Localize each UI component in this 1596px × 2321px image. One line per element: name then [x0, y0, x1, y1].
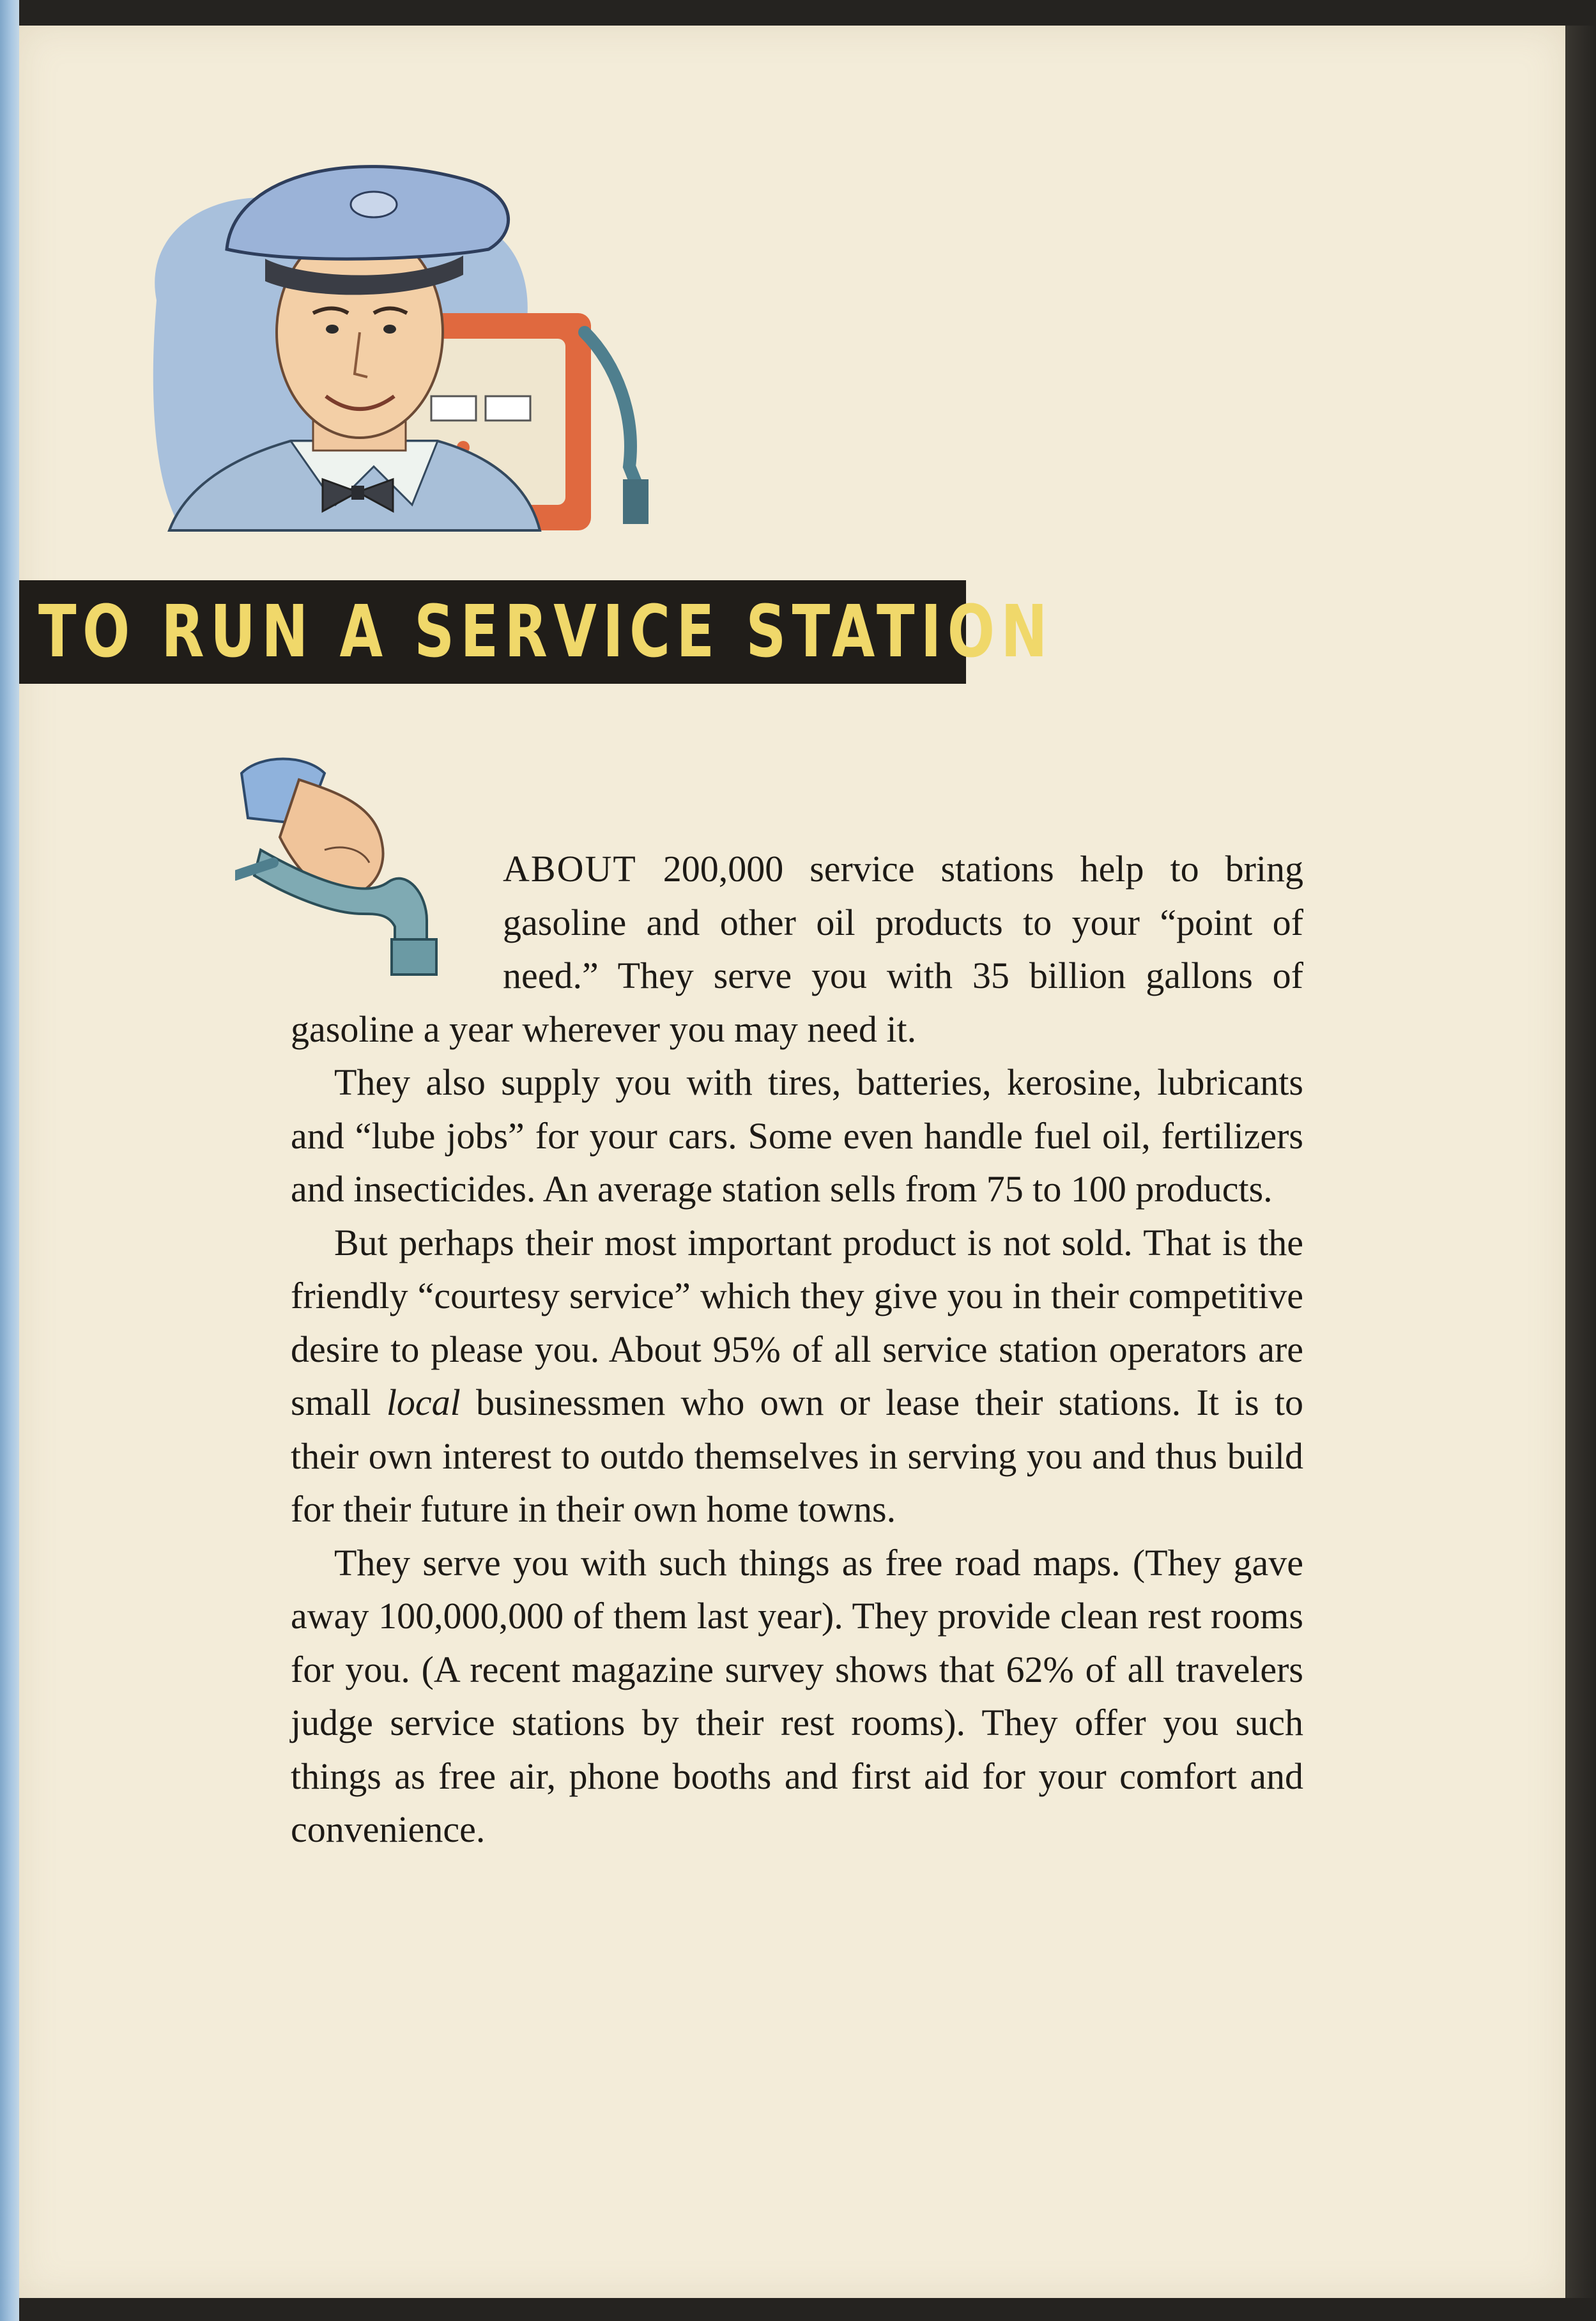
paragraph-3 [291, 1216, 1303, 1536]
pump-hose [585, 332, 642, 498]
paragraph-3-text-b: businessmen who own or lease their stations. It is to their own interest to outdo themselves in serving you and thus build for their future in their own home towns. [291, 1382, 1303, 1530]
paragraph-3-italic: local [386, 1382, 461, 1423]
page-edge-shadow [1565, 26, 1596, 2298]
article-body [291, 842, 1303, 1856]
page-title: TO RUN A SERVICE STATION [38, 590, 1054, 674]
illustration-inset-space [291, 842, 503, 1002]
lead-word: ABOUT [503, 848, 637, 890]
paragraph-1-text: 200,000 service stations help to bring gasoline and other oil products to your “point of need.” They serve you with 35 billion gallons of gasoline a year wherever you may need it. [291, 848, 1303, 1050]
paragraph-2: They also supply you with tires, batteries, kerosine, lubricants and “lube jobs” for your cars. Some even handle fuel oil, fertilizers and insecticides. An average station sells from 75 to 100 products. [291, 1061, 1303, 1210]
paragraph-4: They serve you with such things as free road maps. (They gave away 100,000,000 of them last year). They provide clean rest rooms for you. (A recent magazine survey shows that 62% of all travelers judge service stations by their rest rooms). They offer you such things as free air, phone booths and first aid for your comfort and convenience. [291, 1541, 1303, 1850]
cover-edge [0, 0, 19, 2321]
paragraph-3-text-a: But perhaps their most important product is not sold. That is the friendly “courtesy service” which they give you in their competitive desire to please you. About 95% of all service station operators are small [291, 1221, 1303, 1423]
page [19, 26, 1565, 2298]
service-station-attendant-illustration [131, 121, 706, 556]
title-banner [19, 580, 1054, 684]
